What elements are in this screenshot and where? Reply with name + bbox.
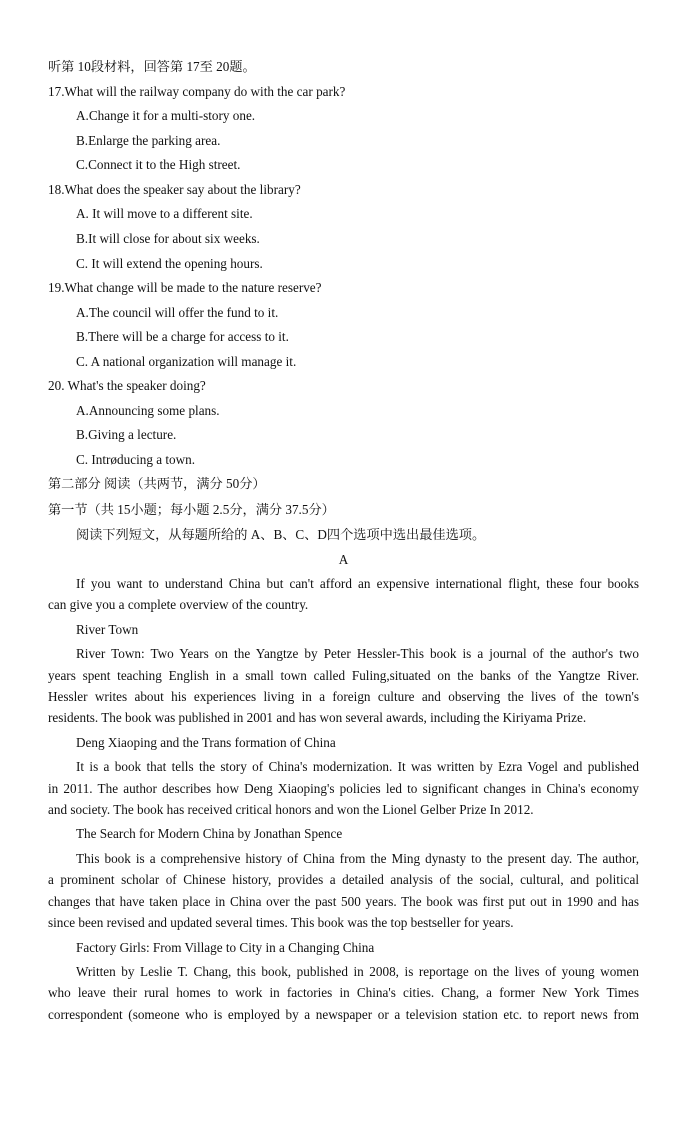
intro-line: can give you a complete overview of the country. xyxy=(48,597,309,612)
book-title: River Town xyxy=(76,622,139,637)
option-19b: B.There will be a charge for access to it. xyxy=(76,329,289,344)
book-title: Deng Xiaoping and the Trans formation of China xyxy=(76,735,336,750)
option-19a: A.The council will offer the fund to it. xyxy=(76,305,279,320)
listening-intro: 听第 10段材料，回答第 17至 20题。 xyxy=(48,59,256,74)
book-text-line: and society. The book has received critical honors and won the Lionel Gelber Prize In 2012. xyxy=(48,802,534,817)
book-text-line: This book is a comprehensive history of China from the Ming dynasty to the present day. The author, xyxy=(76,851,639,866)
option-20a: A.Announcing some plans. xyxy=(76,403,220,418)
book-text-line: changes that have taken place in China over the past 500 years. The book was first put out in 1990 and has xyxy=(48,894,639,909)
passage-label: A xyxy=(338,552,349,567)
intro-line: If you want to understand China but can't afford an expensive international flight, these four books xyxy=(76,576,639,591)
question-19: 19.What change will be made to the nature reserve? xyxy=(48,280,322,295)
reading-instruction: 阅读下列短文，从每题所给的 A、B、C、D四个选项中选出最佳选项。 xyxy=(76,527,486,542)
option-19c: C. A national organization will manage it. xyxy=(76,354,297,369)
option-18b: B.It will close for about six weeks. xyxy=(76,231,260,246)
book-text-line: River Town: Two Years on the Yangtze by Peter Hessler-This book is a journal of the author's two xyxy=(76,646,639,661)
book-text-line: It is a book that tells the story of China's modernization. It was written by Ezra Vogel and published xyxy=(76,759,639,774)
option-17a: A.Change it for a multi-story one. xyxy=(76,108,256,123)
option-20b: B.Giving a lecture. xyxy=(76,427,177,442)
book-text-line: years spent teaching English in a small town called Fuling,situated on the banks of the Yangtze River. xyxy=(48,668,639,683)
question-20: 20. What's the speaker doing? xyxy=(48,378,206,393)
option-18c: C. It will extend the opening hours. xyxy=(76,256,263,271)
option-18a: A. It will move to a different site. xyxy=(76,206,253,221)
book-text-line: correspondent (someone who is employed by a newspaper or a television station etc. to report news from xyxy=(48,1007,639,1022)
question-18: 18.What does the speaker say about the library? xyxy=(48,182,301,197)
option-17b: B.Enlarge the parking area. xyxy=(76,133,221,148)
question-17: 17.What will the railway company do with the car park? xyxy=(48,84,346,99)
book-text-line: who leave their rural homes to work in factories in China's cities. Chang, a former New York Times xyxy=(48,985,639,1000)
reading-part-title: 第二部分 阅读（共两节，满分 50分） xyxy=(48,476,266,491)
option-17c: C.Connect it to the High street. xyxy=(76,157,241,172)
book-text-line: Written by Leslie T. Chang, this book, published in 2008, is reportage on the lives of young women xyxy=(76,964,639,979)
book-text-line: in 2011. The author describes how Deng Xiaoping's policies led to significant changes in China's economy xyxy=(48,781,639,796)
book-title: Factory Girls: From Village to City in a Changing China xyxy=(76,940,375,955)
book-text-line: since been revised and updated several times. This book was the top bestseller for years. xyxy=(48,915,514,930)
book-title: The Search for Modern China by Jonathan Spence xyxy=(76,826,343,841)
book-text-line: Hessler writes about his experiences living in a foreign culture and observing the lives of the town's xyxy=(48,689,639,704)
book-text-line: residents. The book was published in 2001 and has won several awards, including the Kiriyama Prize. xyxy=(48,710,587,725)
option-20c: C. Intrøducing a town. xyxy=(76,452,196,467)
reading-section-title: 第一节（共 15小题；每小题 2.5分，满分 37.5分） xyxy=(48,502,335,517)
book-text-line: a prominent scholar of Chinese history, provides a detailed analysis of the social, cultural, and political xyxy=(48,872,639,887)
